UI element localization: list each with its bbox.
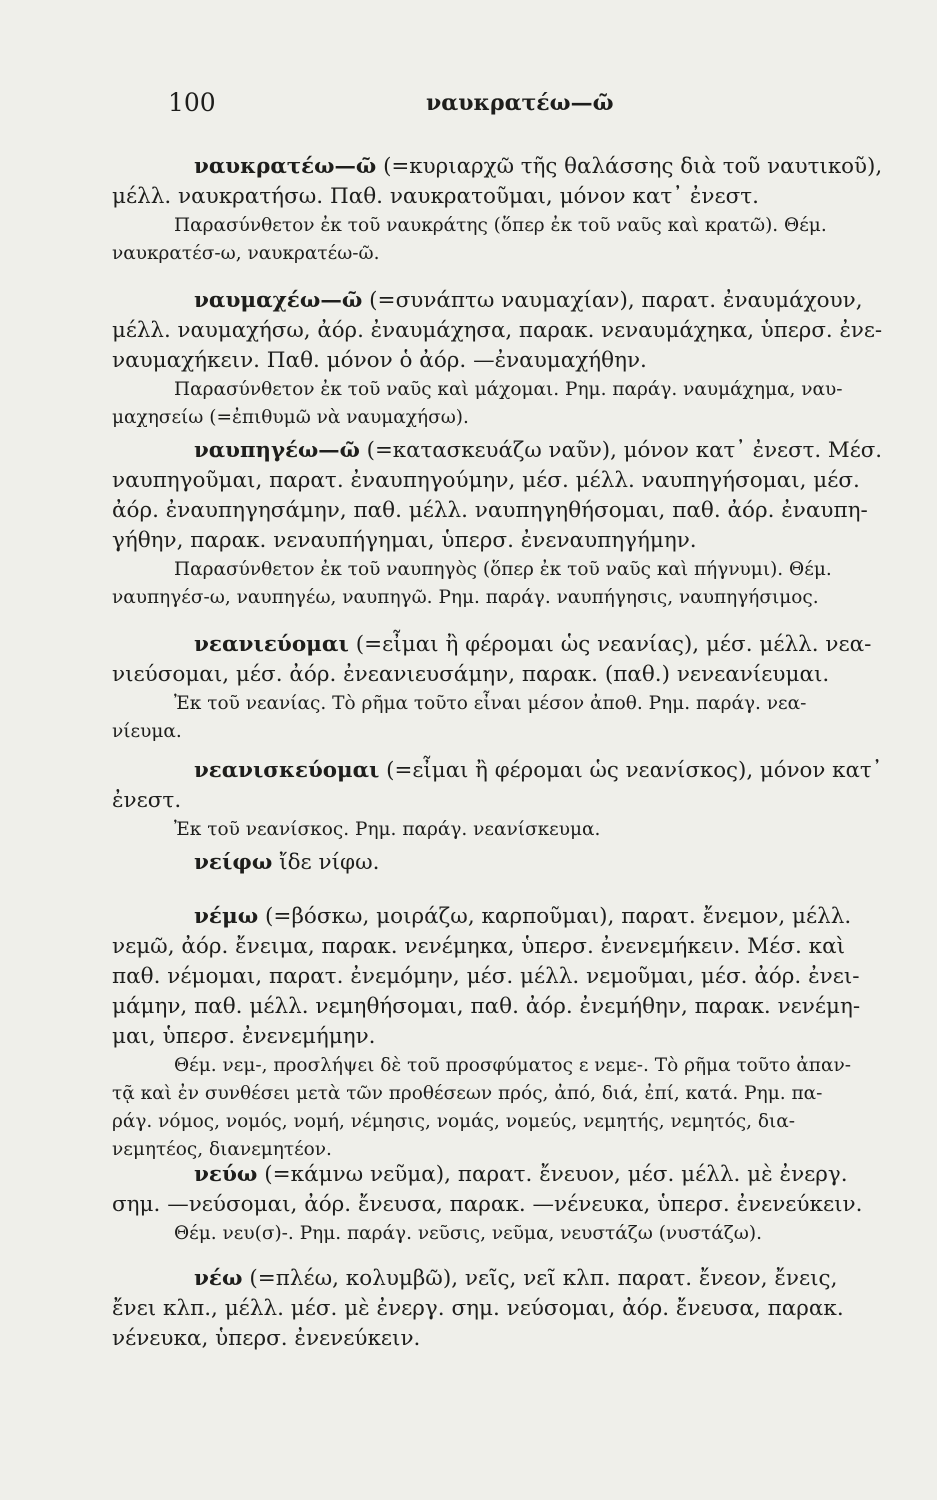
entry-line: νέμω (=βόσκω, μοιράζω, καρποῦμαι), παρατ. ἔνεμον, μέλλ. — [194, 904, 852, 929]
entry-neuo — [112, 1160, 872, 1248]
entry-line: Παρασύνθετον ἐκ τοῦ ναυκράτης (ὅπερ ἐκ τοῦ ναῦς καὶ κρατῶ). Θέμ. — [174, 215, 827, 236]
entry-nemo — [112, 902, 872, 1164]
entry-neipho — [112, 848, 872, 878]
entry-naukrateo — [112, 152, 883, 268]
entry-line: ράγ. νόμος, νομός, νομή, νέμησις, νομάς, νομεύς, νεμητής, νεμητός, δια- — [112, 1111, 796, 1132]
entry-lemma: ναυμαχέω—ῶ — [194, 288, 363, 313]
entry-line: νίευμα. — [112, 721, 182, 742]
entry-line: μάμην, παθ. μέλλ. νεμηθήσομαι, παθ. ἀόρ. ἐνεμήθην, παρακ. νενέμη- — [112, 994, 861, 1019]
entry-neaniskeuomai — [112, 756, 883, 844]
entry-line: Θέμ. νευ(σ)-. Ρημ. παράγ. νεῦσις, νεῦμα, νευστάζω (νυστάζω). — [174, 1223, 762, 1244]
entry-line: ναυπηγέω—ῶ (=κατασκευάζω ναῦν), μόνον κατ᾽ ἐνεστ. Μέσ. — [194, 438, 883, 463]
entry-lemma: νεύω — [194, 1162, 258, 1187]
entry-line: ἐνεστ. — [112, 788, 182, 813]
entry-line: Ἐκ τοῦ νεανίσκος. Ρημ. παράγ. νεανίσκευμα. — [174, 819, 601, 840]
entry-lemma: νεανιεύομαι — [194, 632, 349, 657]
entry-line: νέω (=πλέω, κολυμβῶ), νεῖς, νεῖ κλπ. παρατ. ἔνεον, ἔνεις, — [194, 1266, 838, 1291]
entry-line: μαχησείω (=ἐπιθυμῶ νὰ ναυμαχήσω). — [112, 407, 469, 428]
entry-lemma: νεανισκεύομαι — [194, 758, 380, 783]
entry-line: παθ. νέμομαι, παρατ. ἐνεμόμην, μέσ. μέλλ. νεμοῦμαι, μέσ. ἀόρ. ἐνει- — [112, 964, 860, 989]
entry-line: νεανισκεύομαι (=εἶμαι ἢ φέρομαι ὡς νεανίσκος), μόνον κατ᾽ — [194, 758, 883, 783]
entry-lemma: ναυπηγέω—ῶ — [194, 438, 360, 463]
entry-line: νεύω (=κάμνω νεῦμα), παρατ. ἔνευον, μέσ. μέλλ. μὲ ἐνεργ. — [194, 1162, 848, 1187]
page-number: 100 — [168, 88, 216, 117]
entry-line: νεμῶ, ἀόρ. ἔνειμα, παρακ. νενέμηκα, ὑπερσ. ἐνενεμήκειν. Μέσ. καὶ — [112, 934, 846, 959]
entry-line: ναυμαχέω—ῶ (=συνάπτω ναυμαχίαν), παρατ. ἐναυμάχουν, — [194, 288, 863, 313]
entry-line: νιεύσομαι, μέσ. ἀόρ. ἐνεανιευσάμην, παρακ. (παθ.) νενεανίευμαι. — [112, 662, 830, 687]
page-header — [168, 88, 868, 128]
entry-line: νείφω ἴδε νίφω. — [194, 850, 380, 875]
entry-line: μαι, ὑπερσ. ἐνενεμήμην. — [112, 1024, 376, 1049]
entry-line: γήθην, παρακ. νεναυπήγημαι, ὑπερσ. ἐνεναυπηγήμην. — [112, 528, 697, 553]
entry-lemma: ναυκρατέω—ῶ — [194, 154, 377, 179]
entry-line: Ἐκ τοῦ νεανίας. Τὸ ρῆμα τοῦτο εἶναι μέσον ἀποθ. Ρημ. παράγ. νεα- — [174, 693, 807, 714]
entry-lemma: νέμω — [194, 904, 259, 929]
entry-lemma: νέω — [194, 1266, 243, 1291]
entry-line: σημ. —νεύσομαι, ἀόρ. ἔνευσα, παρακ. —νένευκα, ὑπερσ. ἐνενεύκειν. — [112, 1192, 863, 1217]
entry-naupegeo — [112, 436, 883, 612]
entry-line: μέλλ. ναυκρατήσω. Παθ. ναυκρατοῦμαι, μόνον κατ᾽ ἐνεστ. — [112, 184, 759, 209]
entry-line: Παρασύνθετον ἐκ τοῦ ναῦς καὶ μάχομαι. Ρημ. παράγ. ναυμάχημα, ναυ- — [174, 379, 843, 400]
entry-naumacheo — [112, 286, 883, 432]
entry-line: ναυπηγοῦμαι, παρατ. ἐναυπηγούμην, μέσ. μέλλ. ναυπηγήσομαι, μέσ. — [112, 468, 860, 493]
entry-line: ναυπηγέσ-ω, ναυπηγέω, ναυπηγῶ. Ρημ. παράγ. ναυπήγησις, ναυπηγήσιμος. — [112, 587, 819, 608]
entry-line: ναυκρατέσ-ω, ναυκρατέω-ῶ. — [112, 243, 380, 264]
entry-line: Παρασύνθετον ἐκ τοῦ ναυπηγὸς (ὅπερ ἐκ τοῦ ναῦς καὶ πήγνυμι). Θέμ. — [174, 559, 832, 580]
entry-line: ναυκρατέω—ῶ (=κυριαρχῶ τῆς θαλάσσης διὰ τοῦ ναυτικοῦ), — [194, 154, 883, 179]
entry-line: τᾷ καὶ ἐν συνθέσει μετὰ τῶν προθέσεων πρός, ἀπό, διά, ἐπί, κατά. Ρημ. πα- — [112, 1083, 823, 1104]
entry-line: νένευκα, ὑπερσ. ἐνενεύκειν. — [112, 1326, 421, 1351]
running-head: ναυκρατέω—ῶ — [426, 90, 614, 116]
entry-line: ἔνει κλπ., μέλλ. μέσ. μὲ ἐνεργ. σημ. νεύσομαι, ἀόρ. ἔνευσα, παρακ. — [112, 1296, 844, 1321]
entry-line: νεανιεύομαι (=εἶμαι ἢ φέρομαι ὡς νεανίας), μέσ. μέλλ. νεα- — [194, 632, 872, 657]
entry-line: νεμητέος, διανεμητέον. — [112, 1139, 332, 1160]
entry-lemma: νείφω — [194, 850, 273, 875]
entry-neo — [112, 1264, 872, 1354]
entry-neanieuomai — [112, 630, 872, 746]
entry-line: ναυμαχήκειν. Παθ. μόνον ὁ ἀόρ. —ἐναυμαχήθην. — [112, 348, 647, 373]
entry-line: Θέμ. νεμ-, προσλήψει δὲ τοῦ προσφύματος ε νεμε-. Τὸ ρῆμα τοῦτο ἀπαν- — [174, 1055, 851, 1076]
entry-line: ἀόρ. ἐναυπηγησάμην, παθ. μέλλ. ναυπηγηθήσομαι, παθ. ἀόρ. ἐναυπη- — [112, 498, 868, 523]
entry-line: μέλλ. ναυμαχήσω, ἀόρ. ἐναυμάχησα, παρακ. νεναυμάχηκα, ὑπερσ. ἐνε- — [112, 318, 883, 343]
